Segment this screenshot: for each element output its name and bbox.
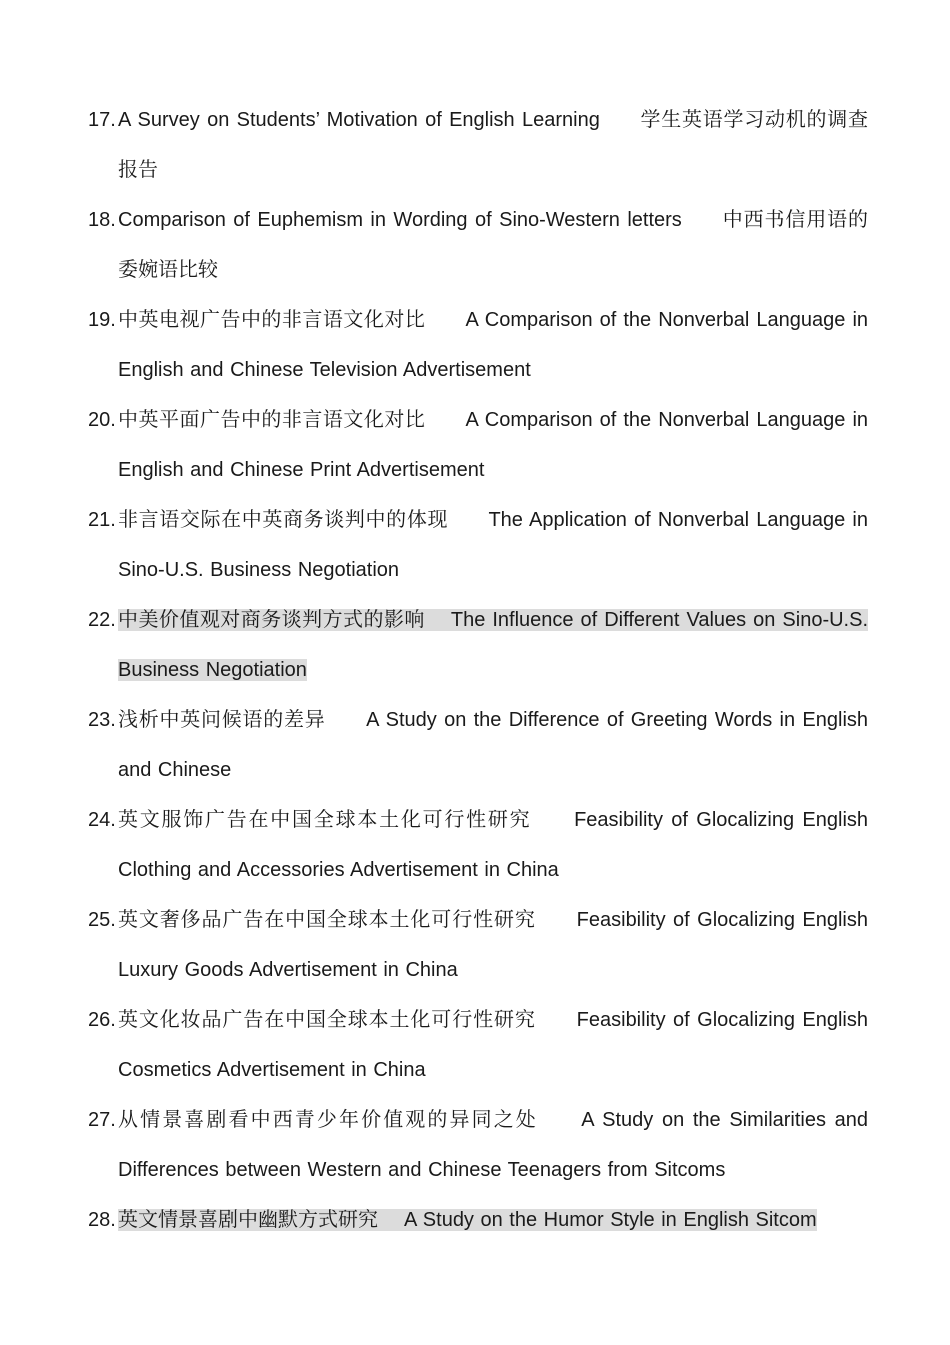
english-title: Feasibility of Glocalizing English Cosmetics Advertisement in China: [118, 1009, 869, 1081]
item-number: 25.: [88, 909, 116, 931]
thesis-topic-list: [88, 95, 868, 1245]
chinese-title: 学生英语学习动机的调查报告: [118, 109, 868, 181]
chinese-title: 英文情景喜剧中幽默方式研究: [118, 1209, 378, 1231]
chinese-title: 英文服饰广告在中国全球本土化可行性研究: [118, 809, 532, 831]
chinese-title: 浅析中英问候语的差异: [118, 709, 326, 731]
item-number: 20.: [88, 409, 116, 431]
item-number: 24.: [88, 809, 116, 831]
item-number: 17.: [88, 109, 116, 131]
highlighted-text: [118, 609, 868, 681]
list-item-27: [88, 1095, 868, 1195]
chinese-title: 非言语交际在中英商务谈判中的体现: [118, 509, 449, 531]
english-title: A Study on the Similarities and Differences between Western and Chinese Teenagers from Sitcoms: [118, 1109, 869, 1181]
list-item-26: [88, 995, 868, 1095]
english-title: Comparison of Euphemism in Wording of Sino-Western letters: [118, 209, 682, 231]
english-title: A Comparison of the Nonverbal Language in English and Chinese Print Advertisement: [118, 409, 869, 481]
item-number: 21.: [88, 509, 116, 531]
list-item-24: [88, 795, 868, 895]
list-item-23: [88, 695, 868, 795]
chinese-title: 中英电视广告中的非言语文化对比: [118, 309, 426, 331]
chinese-title: 中英平面广告中的非言语文化对比: [118, 409, 426, 431]
item-number: 19.: [88, 309, 116, 331]
item-number: 18.: [88, 209, 116, 231]
english-title: The Influence of Different Values on Sino-U.S. Business Negotiation: [118, 609, 868, 681]
list-item-21: [88, 495, 868, 595]
list-item-25: [88, 895, 868, 995]
english-title: A Survey on Students’ Motivation of English Learning: [118, 109, 600, 131]
chinese-title: 中美价值观对商务谈判方式的影响: [118, 609, 425, 631]
chinese-title: 英文化妆品广告在中国全球本土化可行性研究: [118, 1009, 536, 1031]
highlighted-text: [118, 1209, 817, 1231]
english-title: The Application of Nonverbal Language in Sino-U.S. Business Negotiation: [118, 509, 868, 581]
list-item-20: [88, 395, 868, 495]
list-item-17: [88, 95, 868, 195]
english-title: Feasibility of Glocalizing English Luxury Goods Advertisement in China: [118, 909, 869, 981]
list-item-28: [88, 1195, 868, 1245]
english-title: Feasibility of Glocalizing English Clothing and Accessories Advertisement in China: [118, 809, 869, 881]
chinese-title: 从情景喜剧看中西青少年价值观的异同之处: [118, 1109, 538, 1131]
chinese-title: 中西书信用语的委婉语比较: [118, 209, 869, 281]
item-number: 27.: [88, 1109, 116, 1131]
english-title: A Study on the Difference of Greeting Words in English and Chinese: [118, 709, 869, 781]
item-number: 22.: [88, 609, 116, 631]
list-item-18: [88, 195, 868, 295]
english-title: A Study on the Humor Style in English Sitcom: [404, 1209, 817, 1231]
item-number: 28.: [88, 1209, 116, 1231]
list-item-19: [88, 295, 868, 395]
item-number: 26.: [88, 1009, 116, 1031]
item-number: 23.: [88, 709, 116, 731]
english-title: A Comparison of the Nonverbal Language in English and Chinese Television Advertisement: [118, 309, 869, 381]
list-item-22: [88, 595, 868, 695]
chinese-title: 英文奢侈品广告在中国全球本土化可行性研究: [118, 909, 536, 931]
